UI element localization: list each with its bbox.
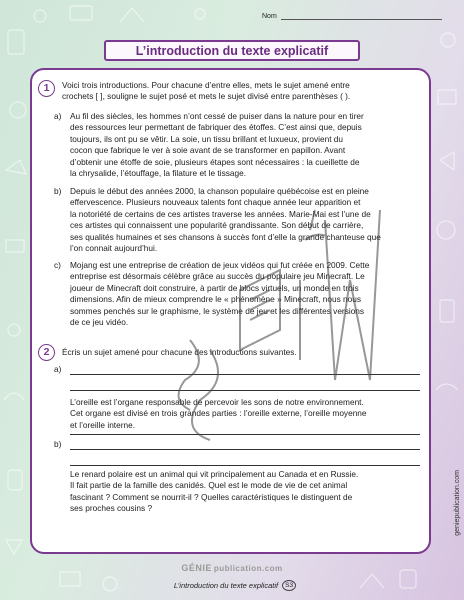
footer (150, 578, 320, 592)
logo-part1: GÉNIE (181, 563, 212, 573)
text-line: de ce jeu vidéo. (70, 317, 129, 328)
exercise-2-text-a (70, 397, 428, 431)
item-letter-a: a) (54, 111, 62, 121)
page-title: L’introduction du texte explicatif (104, 40, 360, 61)
worksheet-card (30, 68, 431, 554)
answer-line-a2[interactable] (70, 390, 420, 391)
logo-part2: publication.com (213, 563, 283, 573)
side-url: geniepublication.com (454, 470, 461, 536)
publisher-logo (170, 560, 294, 576)
item-letter-2a: a) (54, 364, 62, 374)
exercise-1-text-a[interactable] (70, 111, 428, 179)
text-line: fascinant ? Comment se nourrit-il ? Quelles caractéristiques le distinguent de (70, 491, 353, 502)
item-letter-2b: b) (54, 439, 62, 449)
instruction-line: Voici trois introductions. Pour chacune d’entre elles, mets le sujet amené entre (62, 80, 350, 90)
exercise-1-number: 1 (38, 80, 55, 97)
text-line: effervescence. Plusieurs nouveaux talents font chaque année leur apparition et (70, 197, 361, 208)
answer-line-a1[interactable] (70, 374, 420, 375)
text-line: ses qualités humaines et ses chansons à succès font d’elle la grande chanteuse que (70, 231, 381, 242)
text-line: L’oreille est l’organe responsable de percevoir les sons de notre environnement. (70, 397, 364, 407)
answer-line-b1[interactable] (70, 449, 420, 450)
text-line: Au fil des siècles, les hommes n’ont cessé de puiser dans la nature pour en tirer (70, 111, 364, 121)
footer-title: L’introduction du texte explicatif (173, 580, 279, 590)
text-line: la notoriété de certains de ces artistes traverse les années. Marie-Mai est l’une de (70, 208, 371, 219)
text-line: Il fait partie de la famille des canidés. Quel est le mode de vie de cet animal (70, 480, 348, 491)
text-line: la chrysalide, l’étouffage, la filature et le tissage. (70, 168, 247, 179)
name-field[interactable] (262, 8, 442, 20)
text-line: Cet organe est divisé en trois grandes parties : l’oreille externe, l’oreille moyenne (70, 408, 367, 419)
text-line: joueur de Minecraft doit construire, à partir de blocs virtuels, un monde en trois (70, 282, 359, 293)
exercise-1-text-b[interactable] (70, 186, 428, 254)
text-line: ses proches cousins ? (70, 503, 153, 514)
answer-line-b2[interactable] (70, 465, 420, 466)
item-letter-c: c) (54, 260, 61, 270)
text-line: Le renard polaire est un animal qui vit principalement au Canada et en Russie. (70, 469, 359, 479)
text-line: sommes penchés sur le graphisme, le système de jeu et les différentes versions (70, 305, 365, 316)
page-number: S3 (282, 580, 296, 591)
text-line: d’obtenir une étoffe de soie, plusieurs étapes sont nécessaires : la cueillette de (70, 156, 360, 167)
text-line: des ressources leur permettant de fabriquer des étoffes. C’est ainsi que, depuis (70, 122, 362, 133)
text-line: cocon que fabrique le ver à soie avant de se transformer en papillon. Avant (70, 145, 346, 156)
instruction-line: crochets [ ], souligne le sujet posé et mets le sujet divisé entre parenthèses ( ). (62, 91, 351, 102)
item-letter-b: b) (54, 186, 62, 196)
text-line: et l’oreille interne. (70, 419, 136, 430)
text-line: toujours, ils ont pu se vêtir. La soie, un tissu brillant et luxueux, provient du (70, 133, 344, 144)
exercise-2-number: 2 (38, 344, 55, 361)
exercise-2-instruction: Écris un sujet amené pour chacune des introductions suivantes. (62, 347, 297, 357)
text-line: l’on connait aujourd’hui. (70, 243, 158, 254)
exercise-1-instruction (62, 80, 426, 103)
text-line: Depuis le début des années 2000, la chanson populaire québécoise est en pleine (70, 186, 369, 196)
text-line: Mojang est une entreprise de création de jeux vidéos qui fut créée en 2009. Cette (70, 260, 370, 270)
name-label: Nom (262, 13, 277, 20)
answer-line-b0[interactable] (70, 434, 420, 435)
name-line[interactable] (281, 12, 442, 20)
text-line: entreprise est désormais célèbre grâce au succès du populaire jeu Minecraft. Le (70, 271, 365, 282)
text-line: dimensions. Afin de mieux comprendre le « phénomène » Minecraft, nous nous (70, 294, 362, 305)
text-line: ces artistes qui connaissent une popularité grandissante. Son début de carrière, (70, 220, 364, 231)
exercise-2-text-b (70, 469, 428, 515)
exercise-1-text-c[interactable] (70, 260, 428, 328)
